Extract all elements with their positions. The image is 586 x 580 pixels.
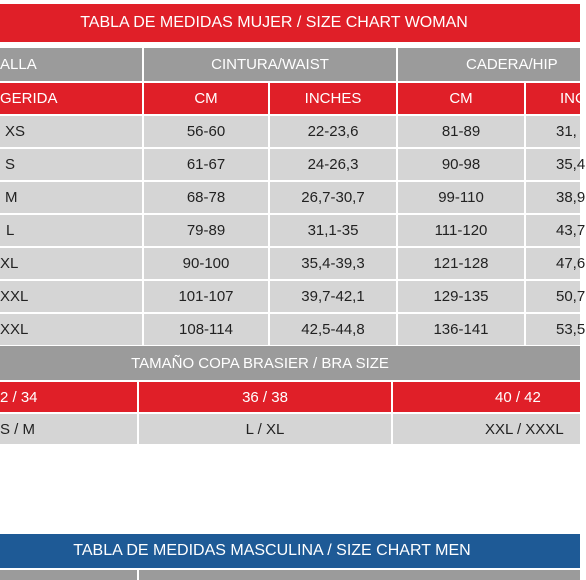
table-cell-hip-cm: 111-120: [398, 215, 524, 246]
hip-header: CADERA/HIP: [398, 48, 580, 81]
table-cell-hip-in: 35,4: [526, 149, 580, 180]
men-title-bar: [0, 534, 580, 568]
table-cell-waist-cm: 68-78: [144, 182, 268, 213]
bra-number-2: 36 / 38: [139, 382, 391, 412]
table-cell-waist-in: 42,5-44,8: [270, 314, 396, 345]
table-cell-hip-cm: 136-141: [398, 314, 524, 345]
women-table: [0, 44, 586, 340]
table-cell-waist-in: 22-23,6: [270, 116, 396, 147]
table-cell-hip-in: 50,7: [526, 281, 580, 312]
table-cell-size: XS: [0, 116, 142, 147]
table-cell-waist-in: 31,1-35: [270, 215, 396, 246]
table-cell-hip-cm: 121-128: [398, 248, 524, 279]
size-subheader: GERIDA: [0, 83, 142, 114]
table-cell-hip-cm: 90-98: [398, 149, 524, 180]
table-cell-hip-cm: 81-89: [398, 116, 524, 147]
bra-letter-1: S / M: [0, 414, 137, 444]
waist-cm-header: CM: [144, 83, 268, 114]
waist-header: CINTURA/WAIST: [144, 48, 396, 81]
bra-number-3: 40 / 42: [393, 382, 580, 412]
table-cell-waist-in: 24-26,3: [270, 149, 396, 180]
table-cell-waist-cm: 101-107: [144, 281, 268, 312]
women-title: TABLA DE MEDIDAS MUJER / SIZE CHART WOMAN: [80, 14, 468, 31]
table-cell-size: L: [0, 215, 142, 246]
size-header: ALLA: [0, 48, 142, 81]
table-cell-size: S: [0, 149, 142, 180]
table-cell-size: XXL: [0, 314, 142, 345]
table-cell-waist-cm: 61-67: [144, 149, 268, 180]
table-cell-hip-in: 43,7: [526, 215, 580, 246]
table-cell-waist-in: 26,7-30,7: [270, 182, 396, 213]
bra-title: TAMAÑO COPA BRASIER / BRA SIZE: [0, 346, 580, 380]
hip-inches-header: INC: [526, 83, 580, 114]
table-cell-waist-cm: 79-89: [144, 215, 268, 246]
table-cell-waist-cm: 90-100: [144, 248, 268, 279]
table-cell-size: XL: [0, 248, 142, 279]
hip-cm-header: CM: [398, 83, 524, 114]
table-cell-waist-cm: 56-60: [144, 116, 268, 147]
table-cell-size: M: [0, 182, 142, 213]
waist-inches-header: INCHES: [270, 83, 396, 114]
table-cell-waist-in: 35,4-39,3: [270, 248, 396, 279]
men-table-top: [0, 570, 580, 580]
table-cell-hip-in: 53,5: [526, 314, 580, 345]
table-cell-hip-in: 31,: [526, 116, 580, 147]
bra-table: [0, 346, 580, 446]
bra-letter-2: L / XL: [139, 414, 391, 444]
bra-letter-3: XXL / XXXL: [393, 414, 580, 444]
men-title: TABLA DE MEDIDAS MASCULINA / SIZE CHART MEN: [73, 542, 471, 559]
table-cell-waist-cm: 108-114: [144, 314, 268, 345]
bra-number-1: 2 / 34: [0, 382, 137, 412]
table-cell-hip-in: 38,9: [526, 182, 580, 213]
men-table-divider: [137, 570, 139, 580]
table-cell-hip-in: 47,6: [526, 248, 580, 279]
table-cell-hip-cm: 99-110: [398, 182, 524, 213]
table-cell-hip-cm: 129-135: [398, 281, 524, 312]
table-cell-size: XXL: [0, 281, 142, 312]
table-cell-waist-in: 39,7-42,1: [270, 281, 396, 312]
